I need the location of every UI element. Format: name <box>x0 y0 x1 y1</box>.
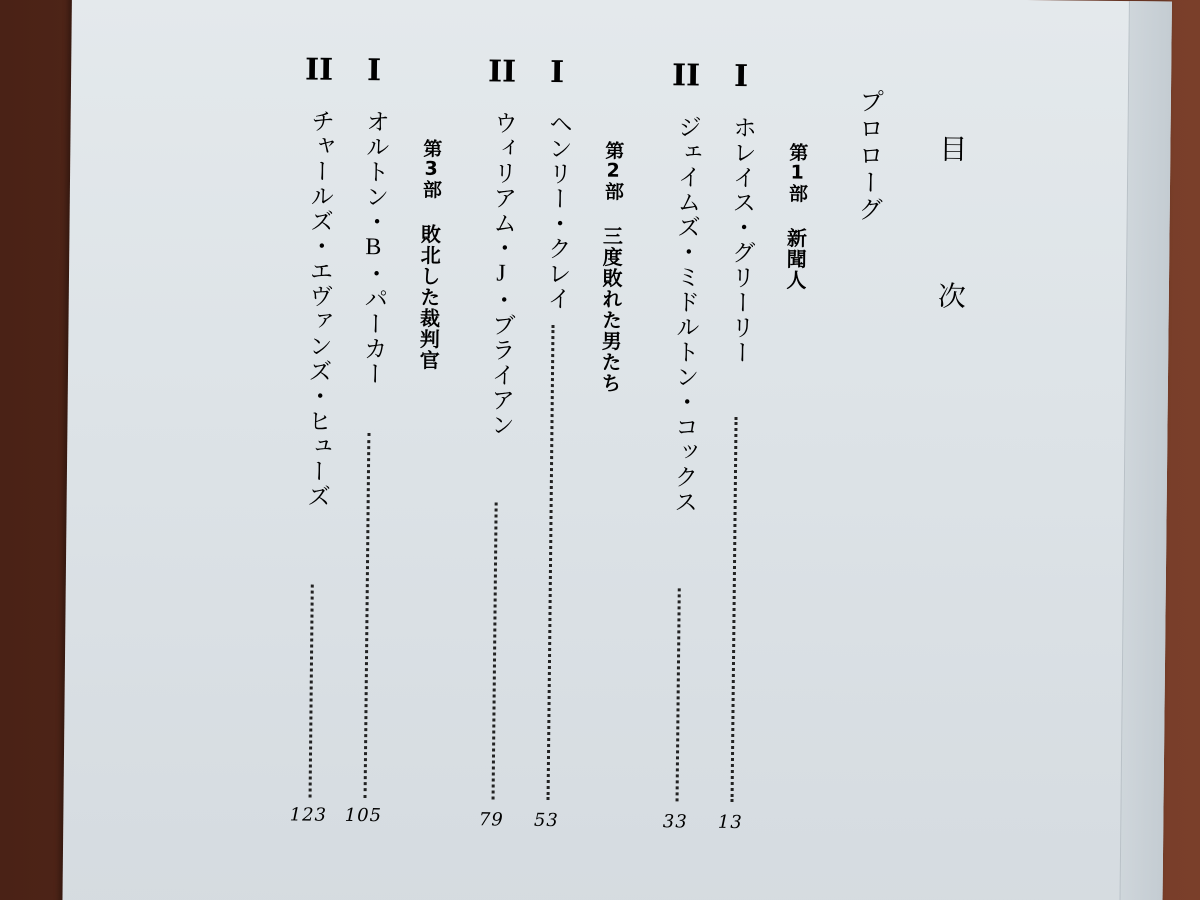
part-2-label: 第2部 <box>601 140 625 201</box>
part-2-entry-2-name: ウィリアム・J・ブライアン <box>486 110 516 438</box>
part-2-entry-2-leader <box>492 502 498 799</box>
part-3-entry-2-leader <box>309 585 314 798</box>
part-1-entry-2-name: ジェイムズ・ミドルトン・コックス <box>669 114 700 515</box>
part-2-entry-2-page: 79 <box>478 809 504 831</box>
part-1-entry-2-page: 33 <box>662 811 688 833</box>
part-2-entry-1-leader <box>547 325 555 800</box>
part-1-entry-2-leader <box>676 588 681 801</box>
part-1-entry-1-page: 13 <box>717 811 743 834</box>
part-1-label: 第1部 <box>785 142 809 203</box>
part-3-entry-1-leader <box>364 433 371 798</box>
part-3-entry-2-page: 123 <box>289 804 328 826</box>
part-2-entry-1-page: 53 <box>533 809 559 832</box>
part-2-title: 三度敗れた男たち <box>597 225 624 394</box>
part-3-entry-1-page: 105 <box>344 804 383 827</box>
part-3-entry-1-numeral: I <box>366 53 382 89</box>
part-2-entry-1-numeral: I <box>549 55 565 91</box>
part-1-entry-1-name: ホレイス・グリーリー <box>726 114 755 366</box>
part-3-entry-2-numeral: II <box>304 52 334 88</box>
part-1-entry-1-numeral: I <box>733 58 749 95</box>
part-1-entry-2-numeral: II <box>671 58 701 94</box>
part-2-entry-2-numeral: II <box>487 54 517 90</box>
prologue-entry: プロローグ <box>854 88 884 224</box>
part-1-entry-1-leader <box>731 417 738 802</box>
part-2-entry-1-name: ヘンリー・クレイ <box>542 110 571 312</box>
page-edge <box>1119 1 1172 900</box>
part-3-entry-2-name: チャールズ・エヴァンズ・ヒューズ <box>302 108 333 509</box>
part-3-label: 第3部 <box>419 138 443 199</box>
part-1-title: 新聞人 <box>782 227 808 291</box>
part-3-entry-1-name: オルトン・B・パーカー <box>358 109 388 387</box>
toc-title: 目 次 <box>933 134 967 354</box>
part-3-title: 敗北した裁判官 <box>416 223 442 371</box>
book-page <box>62 0 1172 900</box>
show-through-texture <box>885 229 920 629</box>
